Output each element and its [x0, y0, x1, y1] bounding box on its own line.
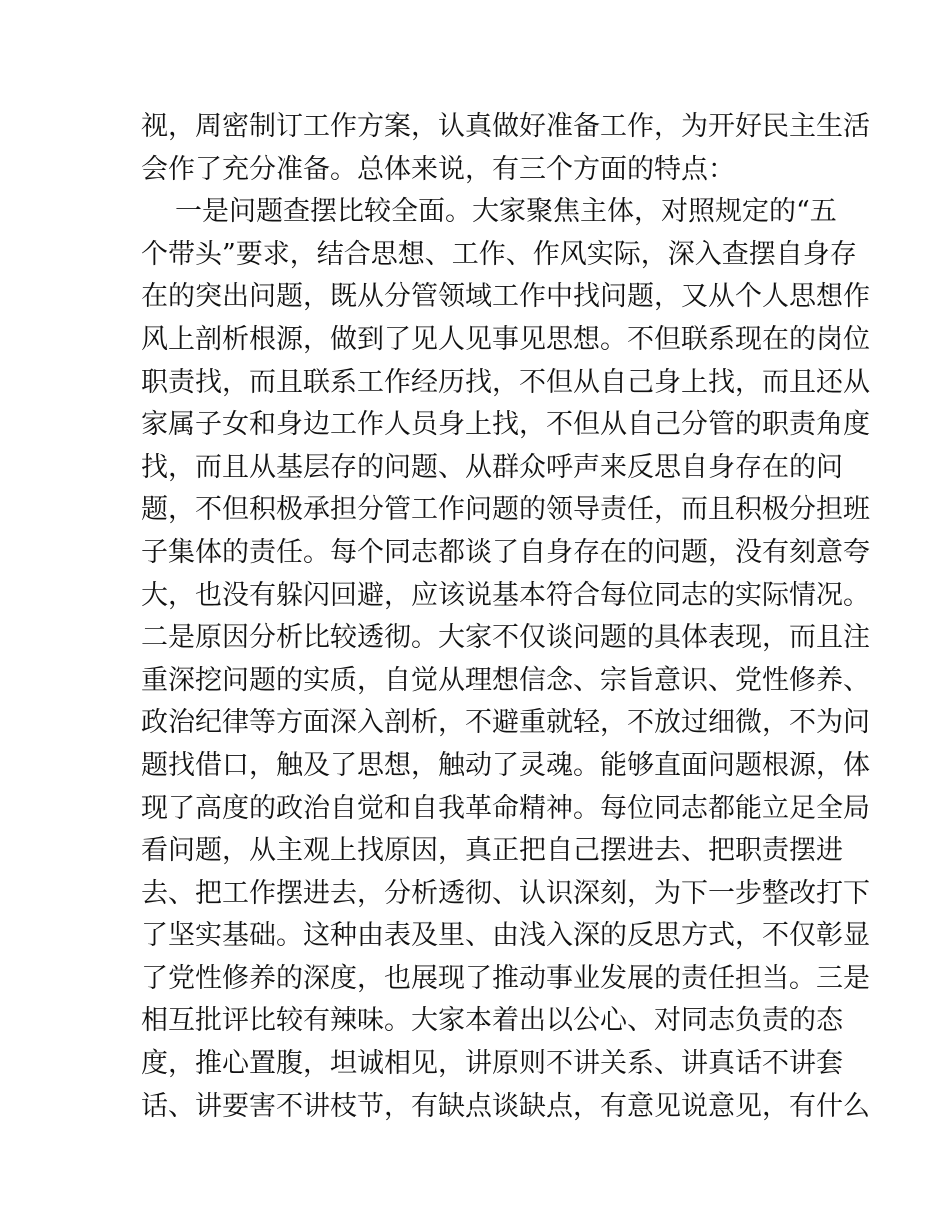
text-line: 度，推心置腹，坦诚相见，讲原则不讲关系、讲真话不讲套 [141, 1048, 843, 1080]
text-line: 家属子女和身边工作人员身上找，不但从自己分管的职责角度 [141, 409, 870, 441]
text-line: 现了高度的政治自觉和自我革命精神。每位同志都能立足全局 [141, 792, 870, 824]
text-line: 找，而且从基层存的问题、从群众呼声来反思自身存在的问 [141, 451, 843, 483]
text-line: 题，不但积极承担分管工作问题的领导责任，而且积极分担班 [141, 494, 870, 526]
text-line: 风上剖析根源，做到了见人见事见思想。不但联系现在的岗位 [141, 323, 870, 355]
text-line: 了党性修养的深度，也展现了推动事业发展的责任担当。三是 [141, 962, 870, 994]
text-line: 个带头”要求，结合思想、工作、作风实际，深入查摆自身存 [141, 238, 857, 270]
text-line: 看问题，从主观上找原因，真正把自己摆进去、把职责摆进 [141, 835, 843, 867]
text-line: 政治纪律等方面深入剖析，不避重就轻，不放过细微，不为问 [141, 707, 870, 739]
text-line: 了坚实基础。这种由表及里、由浅入深的反思方式，不仅彰显 [141, 920, 870, 952]
text-line: 题找借口，触及了思想，触动了灵魂。能够直面问题根源，体 [141, 749, 870, 781]
text-line: 会作了充分准备。总体来说，有三个方面的特点： [141, 153, 735, 185]
text-line: 一是问题查摆比较全面。大家聚焦主体，对照规定的“五 [175, 196, 837, 228]
text-line: 相互批评比较有辣味。大家本着出以公心、对同志负责的态 [141, 1005, 843, 1037]
text-line: 重深挖问题的实质，自觉从理想信念、宗旨意识、党性修养、 [141, 664, 870, 696]
text-line: 子集体的责任。每个同志都谈了自身存在的问题，没有刻意夸 [141, 536, 870, 568]
text-line: 视，周密制订工作方案，认真做好准备工作，为开好民主生活 [141, 111, 870, 142]
text-line: 在的突出问题，既从分管领域工作中找问题，又从个人思想作 [141, 281, 870, 313]
text-line: 去、把工作摆进去，分析透彻、认识深刻，为下一步整改打下 [141, 877, 870, 909]
text-line: 话、讲要害不讲枝节，有缺点谈缺点，有意见说意见，有什么 [141, 1090, 870, 1122]
text-line: 二是原因分析比较透彻。大家不仅谈问题的具体表现，而且注 [141, 622, 870, 654]
body-text [141, 106, 870, 1128]
text-line: 大，也没有躲闪回避，应该说基本符合每位同志的实际情况。 [141, 579, 870, 611]
text-line: 职责找，而且联系工作经历找，不但从自己身上找，而且还从 [141, 366, 870, 398]
